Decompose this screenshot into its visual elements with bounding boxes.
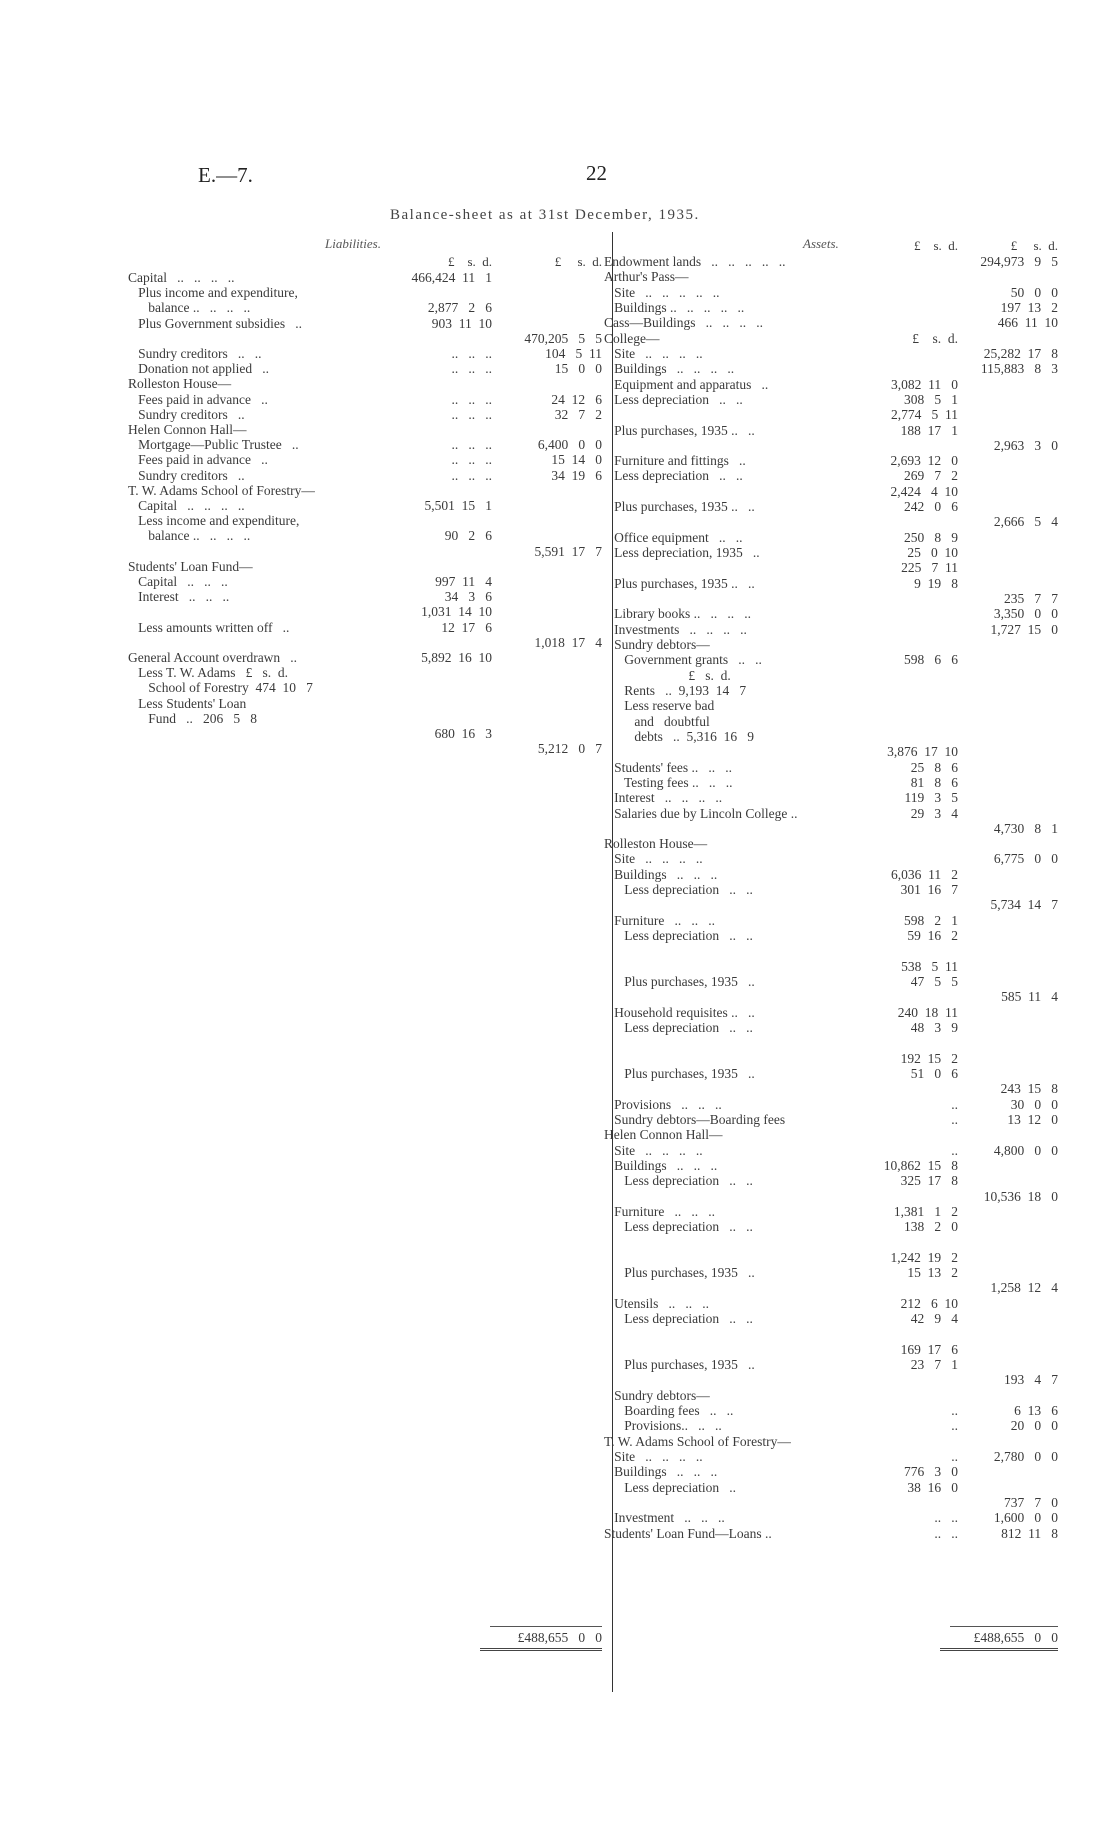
assets-row-amount-1: 42 9 4 [910, 1311, 958, 1327]
liabilities-row-label: Less Students' Loan [128, 695, 247, 711]
liabilities-row-amount-2: 104 5 11 [545, 346, 602, 361]
assets-row-label: College— [604, 330, 660, 346]
assets-row-label: Boarding fees .. .. [604, 1403, 734, 1418]
assets-row-amount-2: 13 12 0 [1007, 1111, 1058, 1127]
assets-col-head-1: £ s. d. [913, 238, 958, 253]
liabilities-row-amount-2: 1,018 17 4 [534, 634, 602, 650]
assets-row-amount-1: 2,424 4 10 [890, 483, 958, 499]
assets-row-label: Helen Connon Hall— [604, 1127, 723, 1143]
assets-heading: Assets. [803, 236, 839, 251]
assets-row [0, 514, 1114, 530]
assets-row-label: Sundry debtors—Boarding fees [604, 1111, 786, 1127]
liabilities-total-rule-top [490, 1626, 602, 1627]
liabilities-row-label: Interest .. .. .. [128, 589, 230, 605]
assets-row [0, 729, 1114, 745]
assets-row [0, 943, 1114, 959]
assets-row-amount-1: 188 17 1 [900, 422, 958, 438]
assets-row [0, 1480, 1114, 1496]
assets-row [0, 560, 1114, 576]
assets-row [0, 377, 1114, 393]
liabilities-row-amount-2: 5,212 0 7 [537, 741, 602, 757]
assets-row-label: Endowment lands .. .. .. .. .. [604, 254, 786, 269]
assets-row-amount-2: 4,800 0 0 [993, 1142, 1058, 1158]
assets-row [0, 959, 1114, 975]
assets-row-amount-2: 2,963 3 0 [993, 437, 1058, 453]
liabilities-row-amount-1: .. .. .. [451, 391, 492, 407]
liabilities-row-amount-1: .. .. .. [451, 346, 492, 361]
assets-row [0, 300, 1114, 316]
assets-row-amount-2: 466 11 10 [997, 315, 1058, 331]
assets-row-amount-2: 1,600 0 0 [993, 1510, 1058, 1526]
assets-row-label: Site .. .. .. .. [604, 345, 703, 361]
assets-row [0, 1081, 1114, 1097]
assets-row-amount-1: .. [951, 1448, 958, 1464]
liabilities-row-label: Less amounts written off .. [128, 619, 290, 635]
assets-row-label: Sundry debtors— [604, 1387, 710, 1403]
assets-row [0, 1280, 1114, 1296]
assets-row-amount-2: 294,973 9 5 [980, 254, 1058, 269]
assets-row-amount-1: 538 5 11 [901, 958, 958, 974]
assets-row [0, 315, 1114, 331]
assets-row [0, 974, 1114, 990]
assets-row-label: Rents .. 9,193 14 7 [604, 682, 747, 698]
assets-row [0, 606, 1114, 622]
assets-row-amount-2: 193 4 7 [1004, 1372, 1058, 1388]
assets-row-label: Testing fees .. .. .. [604, 774, 733, 790]
assets-row [0, 346, 1114, 362]
assets-row [0, 1112, 1114, 1128]
assets-row [0, 407, 1114, 423]
assets-row-amount-1: .. .. [934, 1510, 958, 1526]
assets-row-amount-1: 308 5 1 [904, 391, 958, 407]
assets-row-amount-1: 598 6 6 [904, 652, 958, 668]
assets-row-amount-2: 243 15 8 [1000, 1081, 1058, 1097]
assets-row-amount-1: 325 17 8 [900, 1173, 958, 1189]
liabilities-row-amount-2: 470,205 5 5 [524, 330, 602, 346]
liabilities-row-amount-1: 466,424 11 1 [411, 270, 492, 285]
liabilities-row-amount-1: .. .. .. [451, 452, 492, 468]
assets-row [0, 1097, 1114, 1113]
liabilities-row-amount-1: 2,877 2 6 [427, 300, 492, 316]
liabilities-row-label: Helen Connon Hall— [128, 422, 247, 437]
assets-row-amount-1: 301 16 7 [900, 882, 958, 898]
assets-row-amount-2: 737 7 0 [1004, 1494, 1058, 1510]
assets-row [0, 361, 1114, 377]
assets-row [0, 269, 1114, 285]
assets-row-amount-1: .. .. [934, 1525, 958, 1541]
assets-row-amount-1: 138 2 0 [904, 1219, 958, 1235]
assets-row-amount-1: .. [951, 1111, 958, 1127]
liabilities-row-amount-1: .. .. .. [451, 467, 492, 483]
assets-row-amount-2: 1,258 12 4 [990, 1280, 1058, 1296]
assets-row [0, 1265, 1114, 1281]
liabilities-row-label: Capital .. .. .. [128, 574, 228, 589]
liabilities-total: £488,655 0 0 [517, 1630, 602, 1645]
assets-row [0, 1495, 1114, 1511]
report-code: E.—7. [198, 163, 253, 187]
assets-row [0, 1372, 1114, 1388]
assets-row-label: Interest .. .. .. .. [604, 790, 723, 806]
assets-row [0, 775, 1114, 791]
assets-row-amount-1: .. [951, 1096, 958, 1112]
liabilities-row-label: balance .. .. .. .. [128, 528, 251, 544]
liabilities-row-label: School of Forestry 474 10 7 [128, 680, 313, 696]
assets-row-label: Less depreciation .. .. [604, 1311, 753, 1327]
assets-row [0, 1296, 1114, 1312]
assets-row [0, 1388, 1114, 1404]
assets-row-label: Less depreciation .. .. [604, 468, 743, 484]
assets-row-amount-2: 585 11 4 [1001, 989, 1058, 1005]
assets-row [0, 760, 1114, 776]
liabilities-row-amount-2: 15 14 0 [551, 452, 602, 468]
assets-row-label: Government grants .. .. [604, 652, 762, 668]
assets-total-rule-top [950, 1626, 1058, 1627]
assets-row [0, 1403, 1114, 1419]
assets-row-label: Less depreciation .. .. [604, 1173, 753, 1189]
liabilities-row-label: Sundry creditors .. .. [128, 346, 262, 361]
assets-row [0, 1311, 1114, 1327]
assets-row-label: Less depreciation .. [604, 1479, 736, 1495]
assets-row [0, 989, 1114, 1005]
assets-row-label: Less depreciation, 1935 .. [604, 545, 760, 561]
assets-row-label: Office equipment .. .. [604, 529, 743, 545]
assets-row-label: Less reserve bad [604, 698, 715, 714]
assets-row [0, 1143, 1114, 1159]
assets-row-label: Buildings .. .. .. [604, 1464, 718, 1480]
assets-row-amount-1: 242 0 6 [904, 499, 958, 515]
liabilities-row-amount-2: 5,591 17 7 [534, 543, 602, 559]
assets-total-rule-bottom [940, 1648, 1058, 1651]
assets-col-head-2: £ s. d. [1010, 238, 1058, 253]
liabilities-row-amount-1: 12 17 6 [441, 619, 492, 635]
assets-row-label: Less depreciation .. .. [604, 391, 743, 407]
liabilities-row-amount-1: 680 16 3 [434, 726, 492, 741]
assets-row-label: Furniture and fittings .. [604, 453, 746, 469]
assets-row-amount-1: 2,693 12 0 [890, 453, 958, 469]
assets-row [0, 438, 1114, 454]
assets-row-amount-1: 23 7 1 [910, 1357, 958, 1373]
liabilities-row-label: balance .. .. .. .. [128, 300, 251, 316]
assets-row-amount-1: 15 13 2 [907, 1265, 958, 1281]
assets-row-label: Site .. .. .. .. [604, 1448, 703, 1464]
assets-row-amount-1: 598 2 1 [904, 912, 958, 928]
liabilities-row-label: General Account overdrawn .. [128, 650, 298, 665]
assets-row [0, 1219, 1114, 1235]
assets-row-amount-2: 3,350 0 0 [993, 606, 1058, 622]
assets-row-label: Furniture .. .. .. [604, 912, 715, 928]
assets-row-label: Plus purchases, 1935 .. [604, 1357, 755, 1373]
assets-row-amount-1: 1,381 1 2 [893, 1203, 958, 1219]
assets-row-label: Investment .. .. .. [604, 1510, 725, 1526]
assets-row-label: Students' Loan Fund—Loans .. [604, 1525, 772, 1541]
assets-row [0, 1158, 1114, 1174]
liabilities-row-label: Less T. W. Adams £ s. d. [128, 665, 289, 681]
assets-row-label: Plus purchases, 1935 .. [604, 1265, 755, 1281]
assets-row-amount-1: 212 6 10 [900, 1295, 958, 1311]
assets-row [0, 851, 1114, 867]
liabilities-row-amount-1: 1,031 14 10 [421, 604, 492, 620]
assets-row-amount-2: 812 11 8 [1001, 1525, 1058, 1541]
assets-row [0, 1434, 1114, 1450]
assets-row-amount-1: 269 7 2 [904, 468, 958, 484]
assets-row [0, 1189, 1114, 1205]
liabilities-row-amount-2: 34 19 6 [551, 467, 602, 483]
assets-row-label: Buildings .. .. .. [604, 1157, 718, 1173]
liabilities-row-amount-1: 34 3 6 [444, 589, 492, 605]
assets-row-label: Buildings .. .. .. .. .. [604, 299, 745, 315]
assets-row [0, 1418, 1114, 1434]
assets-row-label: Site .. .. .. .. [604, 1142, 703, 1158]
liabilities-row-label: Plus Government subsidies .. [128, 315, 302, 331]
assets-row-amount-1: .. [951, 1403, 958, 1418]
assets-row-amount-2: 25,282 17 8 [983, 345, 1058, 361]
assets-row-amount-2: 10,536 18 0 [983, 1188, 1058, 1204]
liabilities-row-amount-2: 6,400 0 0 [537, 437, 602, 453]
assets-row [0, 836, 1114, 852]
assets-row [0, 423, 1114, 439]
assets-row-amount-2: 20 0 0 [1010, 1418, 1058, 1434]
assets-row [0, 576, 1114, 592]
assets-row [0, 1051, 1114, 1067]
assets-row-amount-2: 30 0 0 [1010, 1096, 1058, 1112]
assets-row-label: Plus purchases, 1935 .. [604, 974, 755, 990]
assets-row-amount-1: 192 15 2 [900, 1050, 958, 1066]
assets-row-label: Arthur's Pass— [604, 269, 689, 285]
assets-row [0, 1066, 1114, 1082]
assets-row-label: Furniture .. .. .. [604, 1203, 715, 1219]
assets-row [0, 545, 1114, 561]
assets-row-label: Less depreciation .. .. [604, 1020, 753, 1035]
assets-row-amount-2: 6,775 0 0 [993, 851, 1058, 867]
assets-row-amount-1: 25 0 10 [907, 545, 958, 561]
assets-row [0, 484, 1114, 500]
assets-row-label: Utensils .. .. .. [604, 1295, 710, 1311]
liabilities-row-label: T. W. Adams School of Forestry— [128, 482, 315, 498]
assets-row [0, 1020, 1114, 1036]
page-number: 22 [586, 161, 607, 185]
liabilities-row-amount-1: 997 11 4 [435, 574, 492, 589]
assets-row [0, 821, 1114, 837]
assets-row-amount-1: 81 8 6 [910, 774, 958, 790]
assets-row-label: Provisions.. .. .. [604, 1418, 722, 1434]
liabilities-col-head-2: £ s. d. [554, 254, 602, 269]
liabilities-row-amount-1: .. .. .. [451, 361, 492, 377]
assets-row-label: Provisions .. .. .. [604, 1096, 722, 1112]
assets-row-amount-1: 1,242 19 2 [890, 1249, 958, 1265]
assets-row-amount-1: 51 0 6 [910, 1065, 958, 1081]
assets-row-amount-2: 2,780 0 0 [993, 1448, 1058, 1464]
assets-row-label: Library books .. .. .. .. [604, 606, 751, 622]
assets-row-label: Students' fees .. .. .. [604, 759, 733, 775]
assets-row-label: Site .. .. .. .. [604, 851, 703, 867]
assets-row-amount-1: £ s. d. [912, 330, 958, 346]
assets-row-label: debts .. 5,316 16 9 [604, 728, 754, 744]
assets-row-label: Plus purchases, 1935 .. .. [604, 422, 755, 438]
assets-row-amount-2: 115,883 8 3 [980, 361, 1058, 377]
assets-row-amount-1: 169 17 6 [900, 1341, 958, 1357]
liabilities-row-amount-1: 5,501 15 1 [424, 498, 492, 513]
assets-row-amount-1: 48 3 9 [910, 1020, 958, 1035]
assets-row-label: Plus purchases, 1935 .. [604, 1065, 755, 1081]
assets-row [0, 928, 1114, 944]
assets-row-label: Household requisites .. .. [604, 1004, 755, 1020]
liabilities-row-label: Fund .. 206 5 8 [128, 710, 258, 726]
assets-row-label: Equipment and apparatus .. [604, 376, 769, 392]
liabilities-row-amount-1: 903 11 10 [431, 315, 492, 331]
assets-row [0, 1326, 1114, 1342]
assets-row-amount-1: 47 5 5 [910, 974, 958, 990]
liabilities-row-label: Plus income and expenditure, [128, 285, 298, 301]
assets-row [0, 254, 1114, 270]
liabilities-row-label: Sundry creditors .. [128, 406, 245, 422]
assets-row [0, 913, 1114, 929]
assets-row [0, 867, 1114, 883]
assets-row-label: Rolleston House— [604, 836, 708, 852]
assets-row [0, 392, 1114, 408]
liabilities-row-label: Rolleston House— [128, 376, 232, 392]
assets-row-label: Buildings .. .. .. .. [604, 361, 735, 377]
assets-row-label: Less depreciation .. .. [604, 882, 753, 898]
assets-row-label: Less depreciation .. .. [604, 1219, 753, 1235]
liabilities-row-label: Fees paid in advance .. [128, 452, 268, 468]
liabilities-row-label: Sundry creditors .. [128, 467, 245, 483]
assets-row [0, 468, 1114, 484]
assets-row-amount-1: 2,774 5 11 [891, 407, 958, 423]
assets-row [0, 790, 1114, 806]
assets-row-amount-2: 197 13 2 [1000, 299, 1058, 315]
assets-row-amount-1: 225 7 11 [901, 560, 958, 576]
assets-row-label: Salaries due by Lincoln College .. [604, 805, 798, 821]
assets-row-amount-2: 6 13 6 [1014, 1403, 1058, 1418]
assets-row [0, 1510, 1114, 1526]
assets-row-label: Less depreciation .. .. [604, 928, 753, 944]
assets-row [0, 744, 1114, 760]
assets-row [0, 1464, 1114, 1480]
assets-row-amount-1: 119 3 5 [904, 790, 958, 806]
assets-row [0, 806, 1114, 822]
assets-row [0, 1234, 1114, 1250]
liabilities-row-label: Fees paid in advance .. [128, 391, 268, 407]
assets-row [0, 1204, 1114, 1220]
assets-row-amount-1: 38 16 0 [907, 1479, 958, 1495]
assets-row-label: and doubtful [604, 713, 710, 729]
assets-row [0, 897, 1114, 913]
assets-row [0, 499, 1114, 515]
liabilities-row-label: Capital .. .. .. .. [128, 498, 245, 513]
assets-row [0, 1357, 1114, 1373]
liabilities-row-amount-2: 24 12 6 [551, 391, 602, 407]
assets-row-label: Investments .. .. .. .. [604, 621, 747, 637]
liabilities-total-rule-bottom [480, 1648, 602, 1651]
assets-row [0, 619, 1114, 638]
assets-row-amount-2: 4,730 8 1 [993, 820, 1058, 836]
assets-row-amount-2: 2,666 5 4 [993, 514, 1058, 530]
liabilities-row-amount-2: 15 0 0 [554, 361, 602, 377]
assets-row-label: Buildings .. .. .. [604, 866, 718, 882]
assets-row-amount-1: 6,036 11 2 [891, 866, 958, 882]
assets-row [0, 1127, 1114, 1143]
assets-row-amount-1: 250 8 9 [904, 529, 958, 545]
liabilities-row-amount-1: .. .. .. [451, 437, 492, 453]
liabilities-row-label: Less income and expenditure, [128, 513, 300, 529]
assets-row-amount-1: 3,082 11 0 [891, 376, 958, 392]
assets-row [0, 714, 1114, 730]
assets-row-label: Sundry debtors— [604, 637, 710, 652]
liabilities-row-label: Donation not applied .. [128, 361, 269, 377]
assets-total: £488,655 0 0 [973, 1630, 1058, 1645]
assets-row [0, 1250, 1114, 1266]
assets-row-amount-1: .. [951, 1142, 958, 1158]
assets-row-amount-2: 1,727 15 0 [990, 621, 1058, 637]
assets-row-label: T. W. Adams School of Forestry— [604, 1433, 791, 1449]
assets-row-amount-1: 29 3 4 [910, 805, 958, 821]
assets-row [0, 695, 1114, 714]
assets-row [0, 652, 1114, 668]
assets-row-amount-1: 10,862 15 8 [883, 1157, 958, 1173]
assets-row-amount-1: 25 8 6 [910, 759, 958, 775]
liabilities-row-label: Capital .. .. .. .. [128, 270, 235, 285]
assets-row-amount-2: 50 0 0 [1010, 284, 1058, 300]
assets-row [0, 668, 1114, 684]
assets-row [0, 683, 1114, 699]
assets-row-amount-2: 5,734 14 7 [990, 897, 1058, 913]
assets-row-amount-1: 240 18 11 [897, 1004, 958, 1020]
assets-row [0, 882, 1114, 898]
assets-row [0, 1526, 1114, 1542]
assets-row [0, 1005, 1114, 1021]
assets-row [0, 530, 1114, 546]
assets-row [0, 285, 1114, 301]
assets-row [0, 634, 1114, 653]
assets-row-amount-1: 9 19 8 [914, 575, 958, 591]
assets-row-label: Site .. .. .. .. .. [604, 284, 720, 300]
assets-row [0, 331, 1114, 347]
assets-row-label: Plus purchases, 1935 .. .. [604, 499, 755, 515]
liabilities-col-head-1: £ s. d. [447, 254, 492, 269]
liabilities-row-label: Mortgage—Public Trustee .. [128, 437, 299, 453]
assets-row-amount-1: 3,876 17 10 [887, 744, 958, 760]
page-title: Balance-sheet as at 31st December, 1935. [390, 207, 700, 223]
assets-row-amount-1: 776 3 0 [904, 1464, 958, 1480]
assets-row-label: £ s. d. [604, 667, 731, 683]
liabilities-row-label: Students' Loan Fund— [128, 558, 253, 574]
assets-row [0, 591, 1114, 607]
assets-row [0, 1342, 1114, 1358]
liabilities-heading: Liabilities. [325, 236, 381, 251]
liabilities-row-amount-1: .. .. .. [451, 406, 492, 422]
assets-row [0, 1449, 1114, 1465]
assets-row [0, 1035, 1114, 1051]
assets-row-amount-1: .. [951, 1418, 958, 1434]
assets-row-amount-1: 59 16 2 [907, 928, 958, 944]
liabilities-row-amount-2: 32 7 2 [554, 406, 602, 422]
assets-row [0, 1173, 1114, 1189]
liabilities-row-amount-1: 90 2 6 [444, 528, 492, 544]
assets-row-amount-2: 235 7 7 [1004, 591, 1058, 607]
assets-row [0, 453, 1114, 469]
assets-row-label: Plus purchases, 1935 .. .. [604, 575, 755, 591]
assets-row-label: Cass—Buildings .. .. .. .. [604, 315, 764, 331]
liabilities-row-amount-1: 5,892 16 10 [421, 650, 492, 665]
